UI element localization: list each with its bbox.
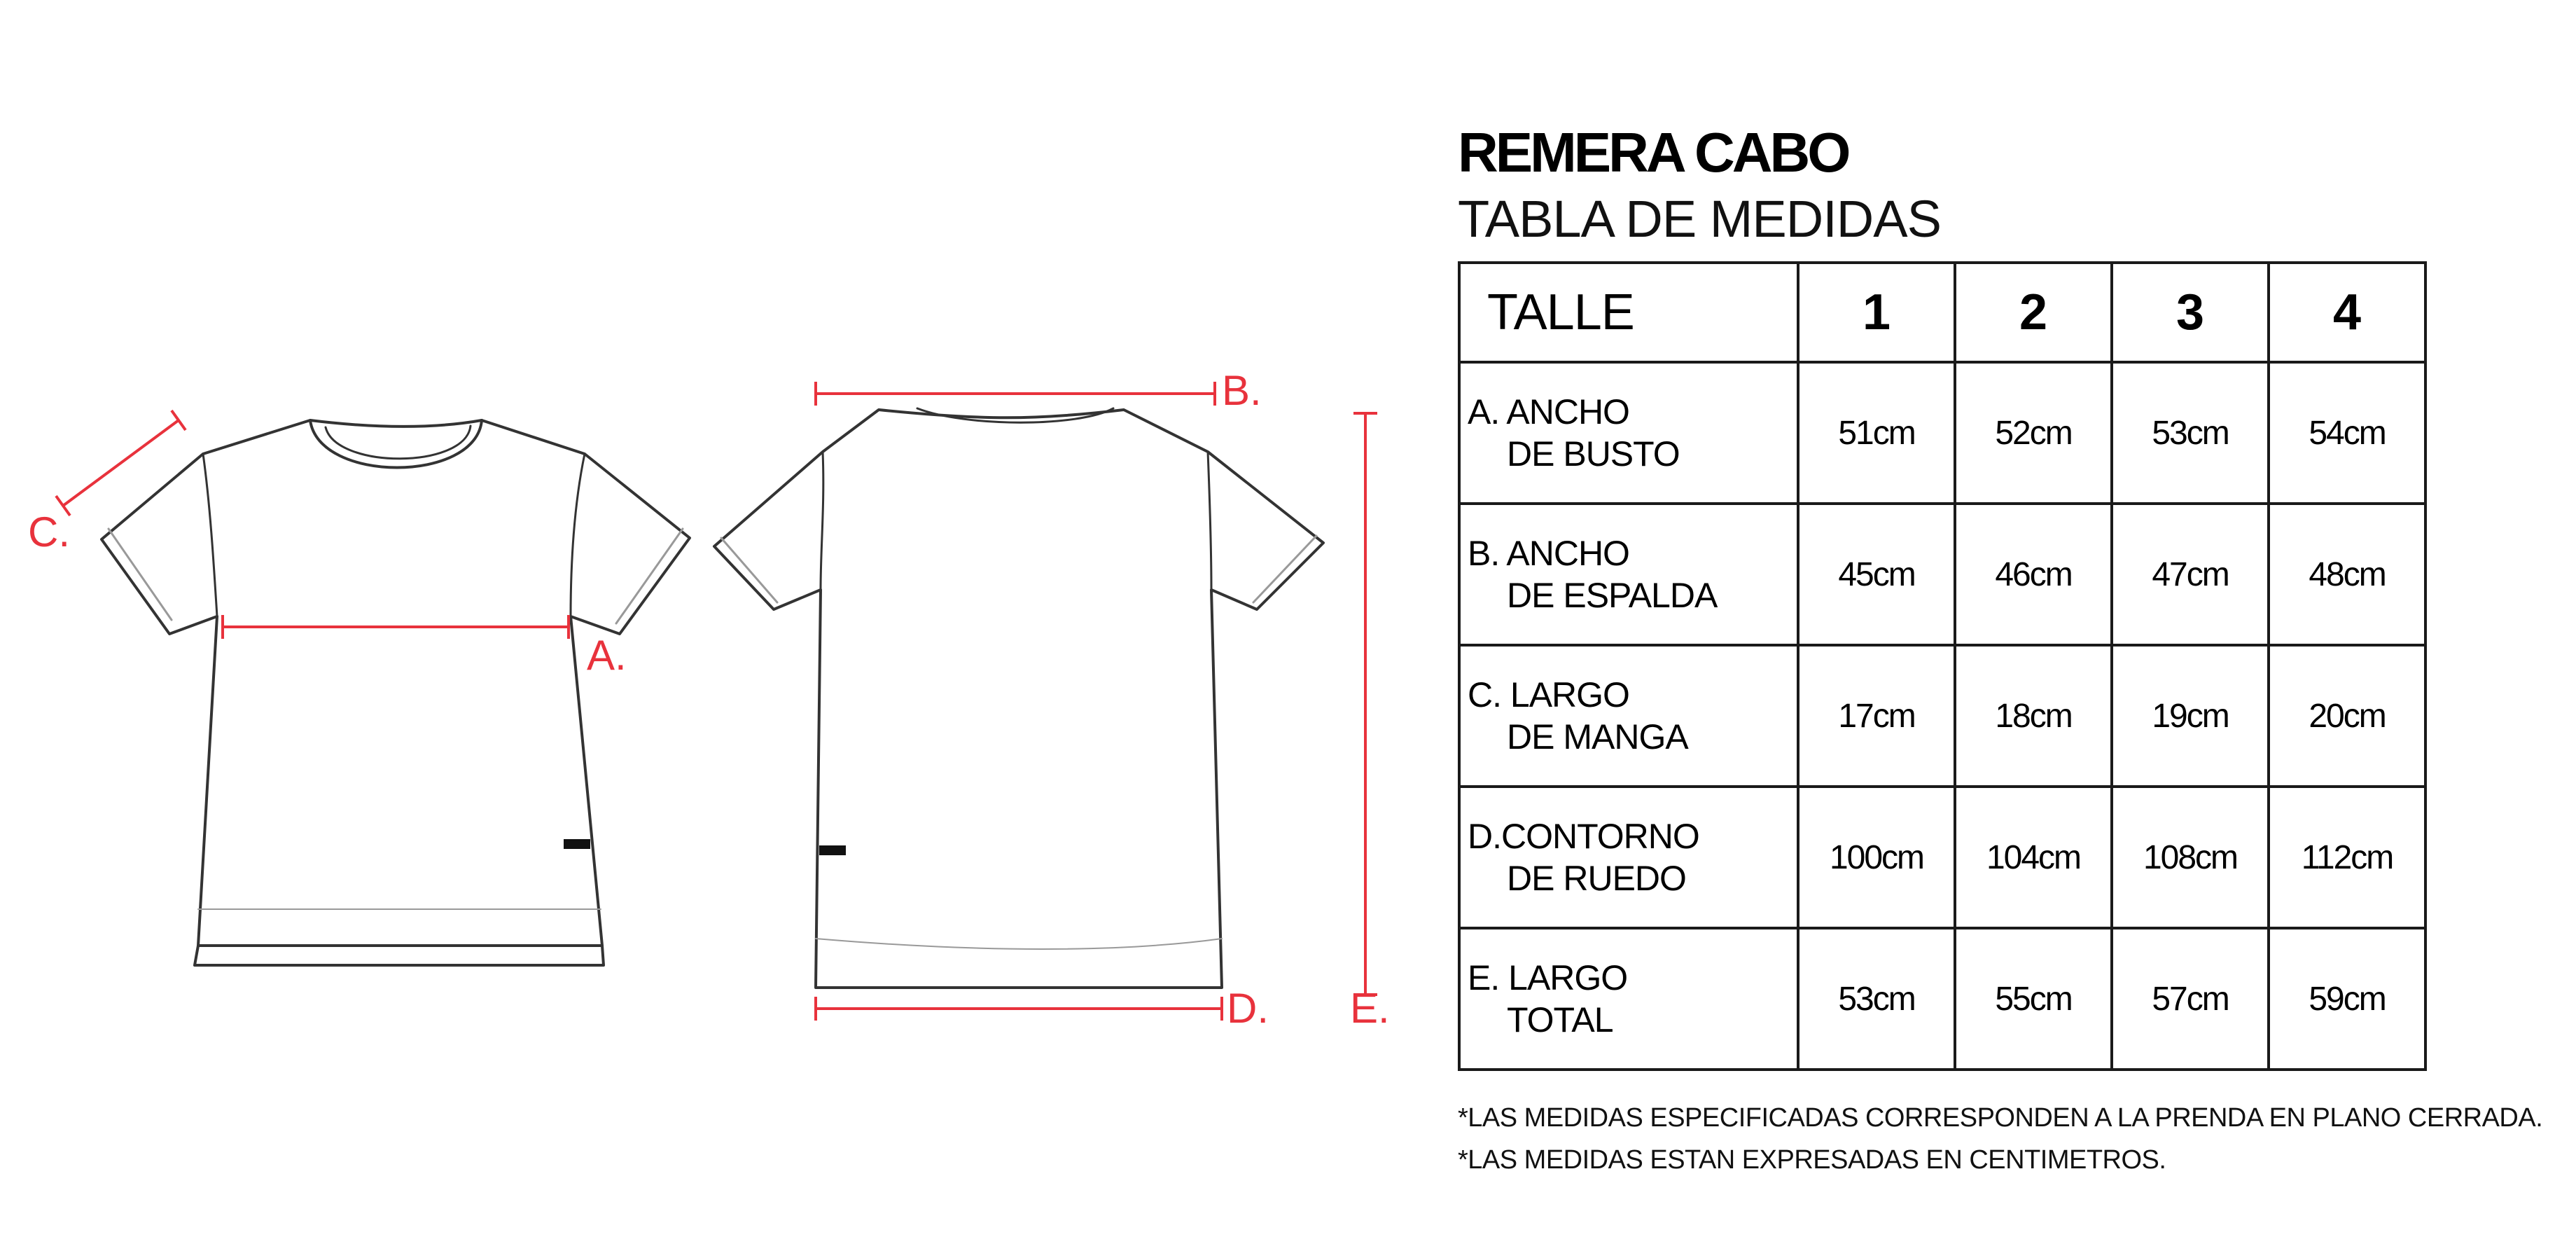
- header-size-2: 2: [1955, 263, 2112, 362]
- measure-label-c: C.: [28, 509, 70, 555]
- table-cell: 112cm: [2269, 787, 2425, 928]
- footnote-plano: *LAS MEDIDAS ESPECIFICADAS CORRESPONDEN A LA PRENDA EN PLANO CERRADA.: [1458, 1103, 2543, 1133]
- row-label: [1459, 645, 1798, 787]
- table-row: [1459, 362, 2425, 504]
- table-cell: 108cm: [2112, 787, 2269, 928]
- measure-label-d: D.: [1227, 985, 1269, 1032]
- size-table-header: [1459, 263, 2425, 362]
- measure-label-a: A.: [587, 632, 627, 679]
- table-cell: 20cm: [2269, 645, 2425, 787]
- row-label-line1: C. LARGO: [1468, 675, 1629, 714]
- row-label-line1: A. ANCHO: [1468, 392, 1629, 431]
- measure-line-c: [56, 410, 186, 516]
- header-size-1: 1: [1798, 263, 1955, 362]
- table-cell: 46cm: [1955, 504, 2112, 645]
- table-row: [1459, 504, 2425, 645]
- footnote-centimetros: *LAS MEDIDAS ESTAN EXPRESADAS EN CENTIMETROS.: [1458, 1145, 2166, 1175]
- row-label: [1459, 787, 1798, 928]
- table-row: [1459, 645, 2425, 787]
- header-talle: TALLE: [1459, 263, 1798, 362]
- table-cell: 19cm: [2112, 645, 2269, 787]
- header-size-3: 3: [2112, 263, 2269, 362]
- table-cell: 52cm: [1955, 362, 2112, 504]
- row-label: [1459, 362, 1798, 504]
- table-cell: 47cm: [2112, 504, 2269, 645]
- measure-line-b: [816, 382, 1215, 406]
- table-cell: 17cm: [1798, 645, 1955, 787]
- back-tshirt-drawing: [714, 408, 1323, 988]
- table-cell: 57cm: [2112, 928, 2269, 1070]
- table-cell: 54cm: [2269, 362, 2425, 504]
- row-label: [1459, 504, 1798, 645]
- front-label-tag: [564, 839, 590, 849]
- table-subtitle: TABLA DE MEDIDAS: [1458, 190, 1941, 248]
- table-cell: 100cm: [1798, 787, 1955, 928]
- measure-line-e: [1353, 413, 1377, 995]
- table-cell: 48cm: [2269, 504, 2425, 645]
- row-label-line2: TOTAL: [1507, 1000, 1613, 1039]
- row-label-line2: DE ESPALDA: [1507, 576, 1718, 615]
- product-title: REMERA CABO: [1458, 121, 1849, 184]
- measure-label-b: B.: [1222, 367, 1262, 414]
- table-cell: 59cm: [2269, 928, 2425, 1070]
- table-cell: 55cm: [1955, 928, 2112, 1070]
- row-label-line2: DE BUSTO: [1507, 434, 1680, 474]
- table-cell: 104cm: [1955, 787, 2112, 928]
- header-size-4: 4: [2269, 263, 2425, 362]
- measure-line-d: [816, 997, 1222, 1021]
- measure-label-e: E.: [1350, 985, 1390, 1032]
- measure-line-a: [223, 615, 569, 639]
- table-row: [1459, 787, 2425, 928]
- row-label-line2: DE RUEDO: [1507, 859, 1686, 898]
- row-label-line2: DE MANGA: [1507, 717, 1688, 756]
- row-label-line1: B. ANCHO: [1468, 534, 1629, 573]
- table-cell: 51cm: [1798, 362, 1955, 504]
- size-table: [1458, 261, 2427, 1071]
- row-label-line1: D.CONTORNO: [1468, 817, 1699, 856]
- back-label-tag: [819, 845, 846, 855]
- table-cell: 53cm: [2112, 362, 2269, 504]
- table-row: [1459, 928, 2425, 1070]
- front-tshirt-drawing: [102, 420, 690, 965]
- table-cell: 53cm: [1798, 928, 1955, 1070]
- table-cell: 18cm: [1955, 645, 2112, 787]
- table-cell: 45cm: [1798, 504, 1955, 645]
- row-label-line1: E. LARGO: [1468, 958, 1628, 997]
- row-label: [1459, 928, 1798, 1070]
